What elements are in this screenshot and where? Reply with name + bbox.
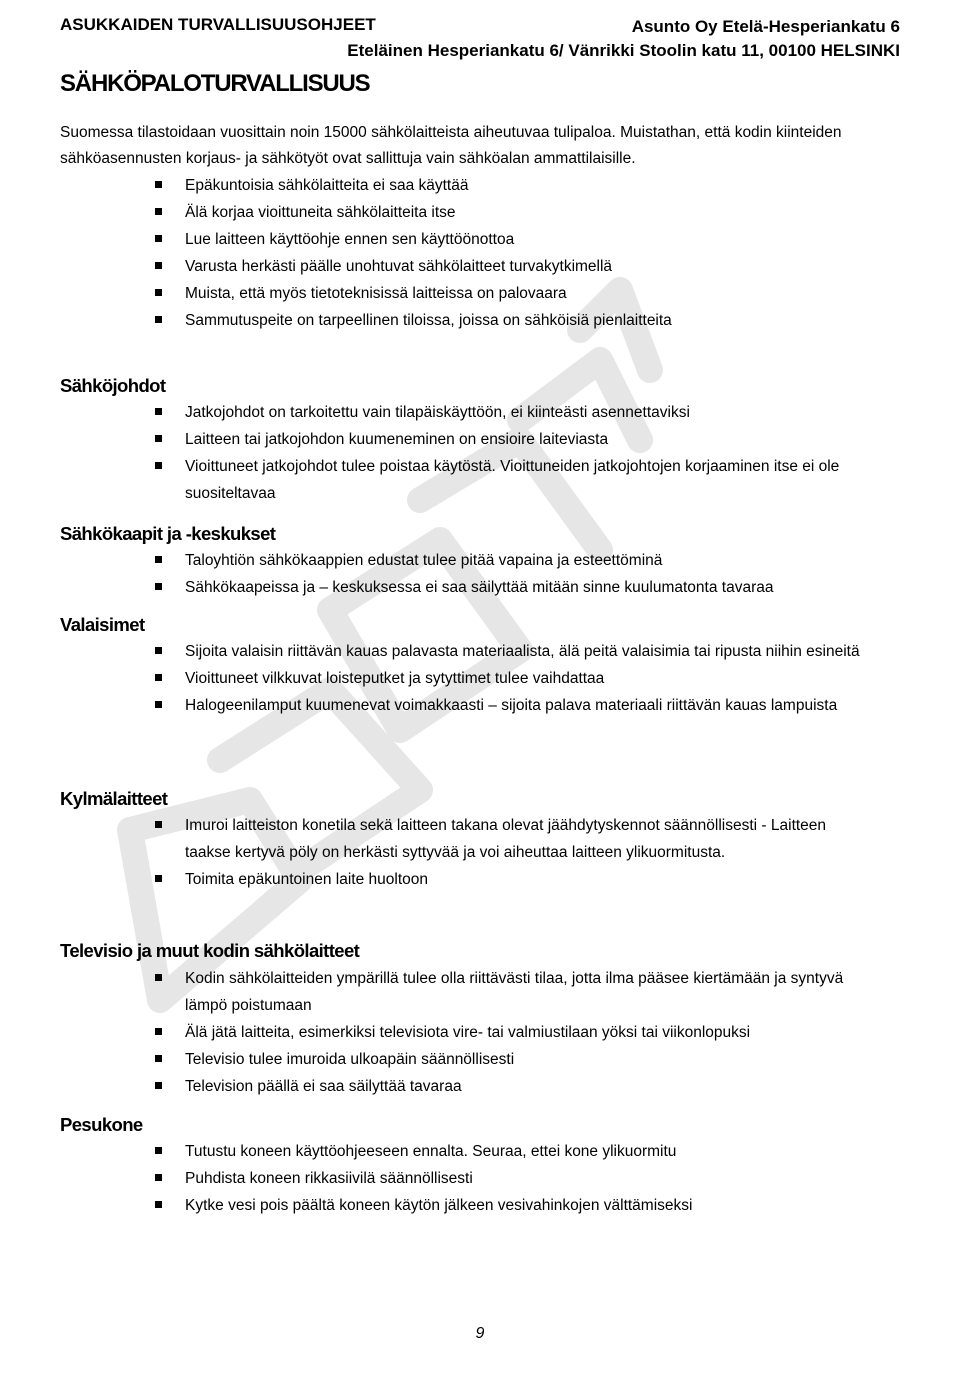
- sahkojohdot-bullet-list: [155, 399, 875, 507]
- general-bullet-list: [155, 172, 875, 334]
- list-item: Kytke vesi pois päältä koneen käytön jälkeen vesivahinkojen välttämiseksi: [155, 1192, 875, 1219]
- list-item: Puhdista koneen rikkasiivilä säännöllisesti: [155, 1165, 875, 1192]
- list-item: Älä jätä laitteita, esimerkiksi televisiota vire- tai valmiustilaan yöksi tai viikonlopuksi: [155, 1019, 875, 1046]
- list-item: Imuroi laitteiston konetila sekä laitteen takana olevat jäähdytyskennot säännöllisesti - Laitteen taakse kertyvä pöly on herkästi syttyvää ja voi aiheuttaa laitteen ylikuormitusta.: [155, 812, 875, 866]
- list-item: Varusta herkästi päälle unohtuvat sähkölaitteet turvakytkimellä: [155, 253, 875, 280]
- list-item: Sähkökaapeissa ja – keskuksessa ei saa säilyttää mitään sinne kuulumatonta tavaraa: [155, 574, 875, 601]
- list-item: Tutustu koneen käyttöohjeeseen ennalta. Seuraa, ettei kone ylikuormitu: [155, 1138, 875, 1165]
- section-title-sahkojohdot: Sähköjohdot: [60, 375, 166, 396]
- kylmalaitteet-bullet-list: [155, 812, 875, 893]
- document-header-right: [347, 15, 900, 63]
- list-item: Televisio tulee imuroida ulkoapäin säännöllisesti: [155, 1046, 875, 1073]
- list-item: Sijoita valaisin riittävän kauas palavasta materiaalista, älä peitä valaisimia tai ripusta niihin esineitä: [155, 638, 875, 665]
- list-item: Laitteen tai jatkojohdon kuumeneminen on ensioire laiteviasta: [155, 426, 875, 453]
- pesukone-bullet-list: [155, 1138, 875, 1219]
- list-item: Taloyhtiön sähkökaappien edustat tulee pitää vapaina ja esteettöminä: [155, 547, 875, 574]
- valaisimet-bullet-list: [155, 638, 875, 719]
- section-title-televisio: Televisio ja muut kodin sähkölaitteet: [60, 940, 360, 961]
- list-item: Jatkojohdot on tarkoitettu vain tilapäiskäyttöön, ei kiinteästi asennettaviksi: [155, 399, 875, 426]
- association-name: Asunto Oy Etelä-Hesperiankatu 6: [631, 17, 900, 36]
- document-header-left: ASUKKAIDEN TURVALLISUUSOHJEET: [60, 15, 376, 34]
- list-item: Halogeenilamput kuumenevat voimakkaasti – sijoita palava materiaali riittävän kauas lampuista: [155, 692, 875, 719]
- section-title-sahkokaapit: Sähkökaapit ja -keskukset: [60, 523, 276, 544]
- list-item: Kodin sähkölaitteiden ympärillä tulee olla riittävästi tilaa, jotta ilma pääsee kiertämään ja syntyvä lämpö poistumaan: [155, 965, 875, 1019]
- list-item: Lue laitteen käyttöohje ennen sen käyttöönottoa: [155, 226, 875, 253]
- sahkokaapit-bullet-list: [155, 547, 875, 601]
- page-number: 9: [475, 1325, 485, 1342]
- section-title-valaisimet: Valaisimet: [60, 614, 145, 635]
- association-address: Eteläinen Hesperiankatu 6/ Vänrikki Stoolin katu 11, 00100 HELSINKI: [347, 41, 900, 60]
- list-item: Vioittuneet jatkojohdot tulee poistaa käytöstä. Vioittuneiden jatkojohtojen korjaaminen itse ei ole suositeltavaa: [155, 453, 875, 507]
- list-item: Epäkuntoisia sähkölaitteita ei saa käyttää: [155, 172, 875, 199]
- list-item: Älä korjaa vioittuneita sähkölaitteita itse: [155, 199, 875, 226]
- list-item: Television päällä ei saa säilyttää tavaraa: [155, 1073, 875, 1100]
- list-item: Muista, että myös tietoteknisissä laitteissa on palovaara: [155, 280, 875, 307]
- intro-paragraph: Suomessa tilastoidaan vuosittain noin 15000 sähkölaitteista aiheutuvaa tulipaloa. Muistathan, että kodin kiinteiden sähköasennusten korjaus- ja sähkötyöt ovat sallittuja vain sähköalan ammattilaisille.: [60, 124, 842, 167]
- list-item: Vioittuneet vilkkuvat loisteputket ja sytyttimet tulee vaihdattaa: [155, 665, 875, 692]
- page-title: SÄHKÖPALOTURVALLISUUS: [60, 70, 370, 97]
- televisio-bullet-list: [155, 965, 875, 1100]
- section-title-pesukone: Pesukone: [60, 1114, 143, 1135]
- section-title-kylmalaitteet: Kylmälaitteet: [60, 788, 168, 809]
- list-item: Sammutuspeite on tarpeellinen tiloissa, joissa on sähköisiä pienlaitteita: [155, 307, 875, 334]
- list-item: Toimita epäkuntoinen laite huoltoon: [155, 866, 875, 893]
